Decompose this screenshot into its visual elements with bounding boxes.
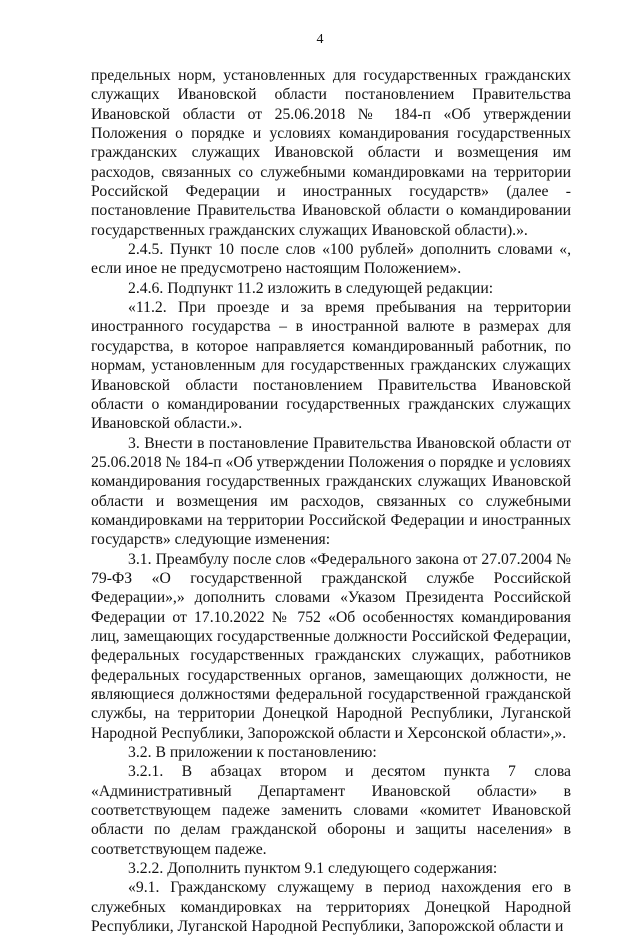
- paragraph-continuation: предельных норм, установленных для государственных гражданских служащих Ивановской области постановлением Правительства Ивановской области от 25.06.2018 № 184-п «Об утверждении Положения о порядке и условиях командирования государственных гражданских служащих Ивановской области и возмещения им расходов, связанных со служебными командировками на территории Российской Федерации и иностранных государств» (далее - постановление Правительства Ивановской области о командировании государственных гражданских служащих Ивановской области).».: [91, 67, 571, 239]
- paragraph-2-4-6: 2.4.6. Подпункт 11.2 изложить в следующей редакции:: [128, 279, 494, 297]
- paragraph-11-2-quote: «11.2. При проезде и за время пребывания на территории иностранного государства – в иностранной валюте в размерах для государства, в которое направляется командированный работник, по нормам, установленным для государственных гражданских служащих Ивановской области постановлением Правительства Ивановской области о командировании государственных гражданских служащих Ивановской области.».: [91, 299, 571, 433]
- document-body: [91, 66, 571, 936]
- paragraph-3-2-1: 3.2.1. В абзацах втором и десятом пункта 7 слова «Административный Департамент Ивановской области» в соответствующем падеже заменить словами «комитет Ивановской области по делам гражданской обороны и защиты населения» в соответствующем падеже.: [91, 763, 571, 858]
- paragraph-9-1-quote: «9.1. Гражданскому служащему в период нахождения его в служебных командировках на территориях Донецкой Народной Республики, Луганской Народной Республики, Запорожской области и: [91, 879, 571, 936]
- page-number: 4: [316, 32, 324, 47]
- paragraph-2-4-5: 2.4.5. Пункт 10 после слов «100 рублей» дополнить словами «, если иное не предусмотрено настоящим Положением».: [91, 241, 571, 278]
- paragraph-3-2-2: 3.2.2. Дополнить пунктом 9.1 следующего содержания:: [128, 860, 498, 878]
- paragraph-3-2: 3.2. В приложении к постановлению:: [128, 744, 377, 762]
- paragraph-3: 3. Внести в постановление Правительства Ивановской области от 25.06.2018 № 184-п «Об утверждении Положения о порядке и условиях командирования государственных гражданских служащих Ивановской области и возмещения им расходов, связанных со служебными командировками на территории Российской Федерации и иностранных государств» следующие изменения:: [91, 434, 571, 549]
- paragraph-3-1: 3.1. Преамбулу после слов «Федерального закона от 27.07.2004 № 79-ФЗ «О государственной гражданской службе Российской Федерации»,» дополнить словами «Указом Президента Российской Федерации от 17.10.2022 № 752 «Об особенностях командирования лиц, замещающих государственные должности Российской Федерации, федеральных государственных гражданских служащих, работников федеральных государственных органов, замещающих должности, не являющиеся должностями федеральной государственной гражданской службы, на территории Донецкой Народной Республики, Луганской Народной Республики, Запорожской области и Херсонской области»,».: [91, 550, 571, 742]
